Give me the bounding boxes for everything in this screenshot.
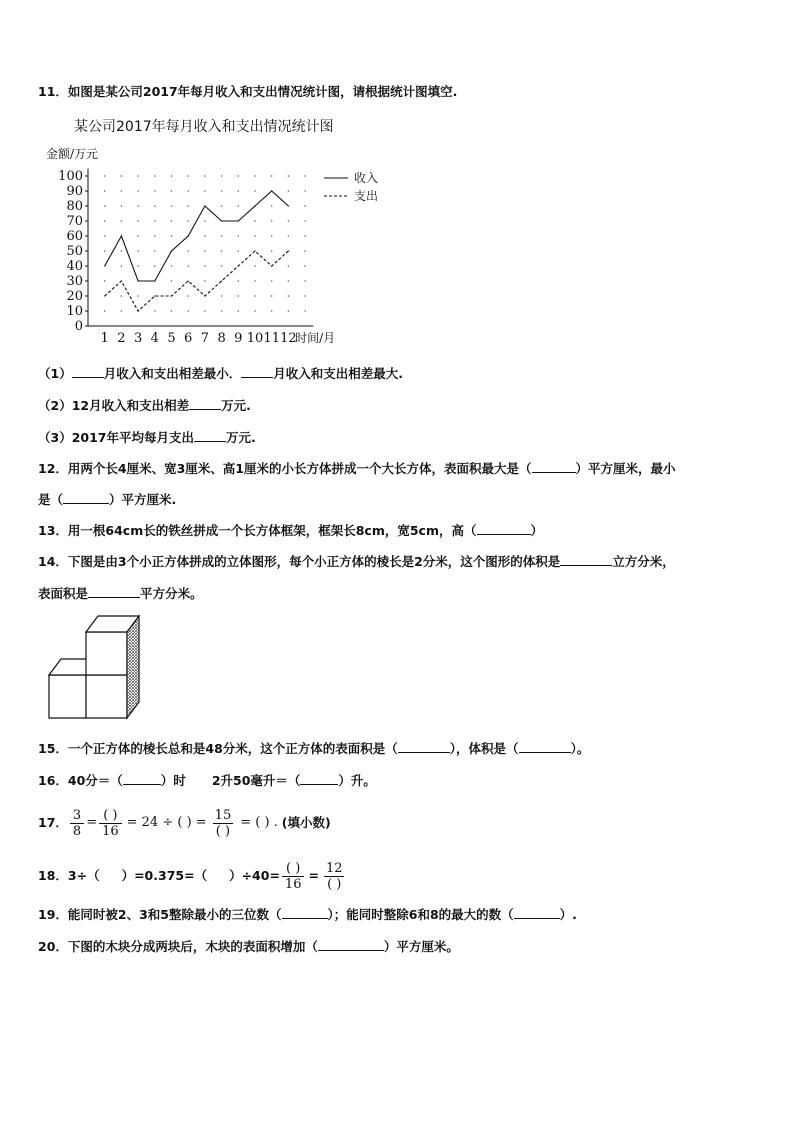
q11-sub2 <box>38 396 251 414</box>
answer-blank[interactable] <box>189 396 221 410</box>
q19-text-c: ）. <box>559 907 577 922</box>
y-tick-label: 50 <box>66 244 83 259</box>
grid-dot <box>304 235 306 237</box>
grid-dot <box>254 220 256 222</box>
cube-front-top <box>86 632 127 675</box>
grid-dot <box>171 310 173 312</box>
grid-dot <box>187 310 189 312</box>
grid-dot <box>221 265 223 267</box>
grid-dot <box>187 175 189 177</box>
fraction-denominator: 8 <box>70 823 84 839</box>
x-tick-label: 9 <box>234 331 243 346</box>
q14-line1 <box>38 552 675 570</box>
grid-dot <box>104 190 106 192</box>
answer-blank[interactable] <box>532 459 576 473</box>
grid-dot <box>204 235 206 237</box>
x-tick-label: 5 <box>167 331 176 346</box>
grid-dot <box>154 175 156 177</box>
grid-dot <box>137 235 139 237</box>
grid-dot <box>137 265 139 267</box>
grid-dot <box>154 235 156 237</box>
grid-dot <box>221 175 223 177</box>
q13-text-b: ） <box>530 523 544 538</box>
q15-text-c: ）。 <box>570 741 590 756</box>
grid-dot <box>271 310 273 312</box>
y-tick-label: 100 <box>58 169 83 184</box>
grid-dot <box>288 220 290 222</box>
fraction-12-blank[interactable] <box>323 861 346 892</box>
grid-dot <box>104 310 106 312</box>
q18-text-b: ）=0.375=（ <box>121 868 208 883</box>
q18-text-a: 18．3÷（ <box>38 868 100 883</box>
grid-dot <box>121 310 123 312</box>
grid-dot <box>121 205 123 207</box>
q20-text-a: 20．下图的木块分成两块后，木块的表面积增加（ <box>38 939 318 954</box>
y-tick-label: 60 <box>66 229 83 244</box>
grid-dot <box>288 280 290 282</box>
cube-right-side-shaded <box>127 616 139 718</box>
answer-blank[interactable] <box>72 364 104 378</box>
grid-dot <box>254 310 256 312</box>
equals-sign: = <box>86 815 98 830</box>
grid-dot <box>204 250 206 252</box>
y-tick-label: 70 <box>66 214 83 229</box>
y-axis-label: 金额/万元 <box>46 147 99 161</box>
answer-blank[interactable] <box>514 905 560 919</box>
grid-dot <box>171 265 173 267</box>
grid-dot <box>254 235 256 237</box>
q11-sub3-end: 万元. <box>226 430 256 445</box>
q13-text-a: 13．用一根64cm长的铁丝拼成一个长方体框架，框架长8cm，宽5cm，高（ <box>38 523 477 538</box>
grid-dot <box>254 280 256 282</box>
answer-blank[interactable] <box>300 771 338 785</box>
chart-title: 某公司2017年每月收入和支出情况统计图 <box>74 119 334 135</box>
grid-dot <box>238 295 240 297</box>
x-axis-label: 时间/月 <box>295 331 336 345</box>
q16-text-b: ）时 <box>160 773 186 788</box>
y-tick-label: 90 <box>66 184 83 199</box>
grid-dot <box>204 190 206 192</box>
grid-dot <box>171 205 173 207</box>
grid-dot <box>171 220 173 222</box>
grid-dot <box>238 190 240 192</box>
q19-line <box>38 905 577 923</box>
grid-dot <box>221 205 223 207</box>
q15-text-a: 15．一个正方体的棱长总和是48分米，这个正方体的表面积是（ <box>38 741 398 756</box>
answer-blank[interactable] <box>560 552 612 566</box>
grid-dot <box>154 190 156 192</box>
q11-sub2-end: 万元. <box>221 398 251 413</box>
answer-blank[interactable] <box>194 428 226 442</box>
q14-text-b: 立方分米， <box>612 554 675 569</box>
answer-blank[interactable] <box>398 739 450 753</box>
grid-dot <box>104 280 106 282</box>
grid-dot <box>154 310 156 312</box>
grid-dot <box>254 175 256 177</box>
y-tick-label: 20 <box>66 289 83 304</box>
answer-blank[interactable] <box>241 364 273 378</box>
answer-blank[interactable] <box>123 771 161 785</box>
x-tick-label: 10 <box>246 331 264 346</box>
grid-dot <box>221 190 223 192</box>
grid-dot <box>238 205 240 207</box>
q17-middle-expression[interactable]: = 24 ÷ ( ) = <box>126 815 207 830</box>
grid-dot <box>238 235 240 237</box>
cube-front-bottom-right <box>86 675 127 718</box>
grid-dot <box>121 220 123 222</box>
grid-dot <box>204 280 206 282</box>
grid-dot <box>271 235 273 237</box>
answer-blank[interactable] <box>477 521 531 535</box>
q20-text-b: ）平方厘米。 <box>383 939 459 954</box>
q11-sub3 <box>38 428 256 446</box>
fraction-blank-16[interactable] <box>99 808 122 839</box>
grid-dot <box>304 190 306 192</box>
grid-dot <box>221 310 223 312</box>
grid-dot <box>288 310 290 312</box>
grid-dot <box>121 190 123 192</box>
grid-dot <box>238 280 240 282</box>
grid-dot <box>271 205 273 207</box>
fraction-15-blank[interactable] <box>212 808 235 839</box>
grid-dot <box>304 295 306 297</box>
x-tick-label: 3 <box>133 331 143 346</box>
grid-dot <box>254 265 256 267</box>
grid-dot <box>187 205 189 207</box>
q16-text-a: 16．40分＝（ <box>38 773 123 788</box>
q17-note: (填小数) <box>281 815 331 830</box>
grid-dot <box>288 265 290 267</box>
series-line-income <box>105 191 289 281</box>
q17-decimal-blank[interactable]: = ( ) . <box>240 815 278 830</box>
q14-text-d: 平方分米。 <box>140 586 203 601</box>
q12-line1 <box>38 459 676 477</box>
q11-sub1-end: 月收入和支出相差最大. <box>273 366 403 381</box>
fraction-denominator: ( ) <box>213 823 233 839</box>
grid-dot <box>204 175 206 177</box>
grid-dot <box>104 250 106 252</box>
fraction-numerator: ( ) <box>103 807 118 823</box>
grid-dot <box>154 220 156 222</box>
x-tick-label: 7 <box>200 331 210 346</box>
q12-text-a: 12．用两个长4厘米、宽3厘米、高1厘米的小长方体拼成一个大长方体，表面积最大是（ <box>38 461 532 476</box>
x-tick-label: 1 <box>100 331 109 346</box>
q17-label: 17． <box>38 815 68 830</box>
grid-dot <box>187 220 189 222</box>
y-tick-label: 10 <box>66 304 83 319</box>
grid-dot <box>187 295 189 297</box>
grid-dot <box>121 295 123 297</box>
grid-dot <box>187 190 189 192</box>
x-tick-label: 11 <box>263 331 280 346</box>
q16-text-d: ）升。 <box>338 773 376 788</box>
grid-dot <box>154 295 156 297</box>
q12-text-d: ）平方厘米. <box>109 492 177 507</box>
grid-dot <box>154 205 156 207</box>
x-tick-label: 4 <box>150 331 159 346</box>
q11-sub1-prefix: （1） <box>38 366 72 381</box>
grid-dot <box>271 220 273 222</box>
q14-text-c: 表面积是 <box>38 586 89 601</box>
grid-dot <box>288 235 290 237</box>
series-line-expense <box>105 251 289 311</box>
grid-dot <box>304 205 306 207</box>
legend-label: 收入 <box>354 171 379 185</box>
q12-line2 <box>38 490 176 508</box>
grid-dot <box>304 310 306 312</box>
grid-dot <box>187 265 189 267</box>
income-expense-line-chart <box>38 140 398 346</box>
q13-line <box>38 521 543 539</box>
fraction-numerator: 12 <box>325 860 343 876</box>
grid-dot <box>254 190 256 192</box>
grid-dot <box>221 295 223 297</box>
grid-dot <box>187 250 189 252</box>
grid-dot <box>137 205 139 207</box>
x-tick-label: 6 <box>184 331 193 346</box>
y-tick-label: 30 <box>66 274 83 289</box>
three-cube-figure <box>45 612 145 722</box>
grid-dot <box>304 175 306 177</box>
fraction-denominator: 16 <box>282 876 305 892</box>
cube-front-bottom-left <box>49 675 86 718</box>
answer-blank[interactable] <box>63 490 109 504</box>
answer-blank[interactable] <box>318 937 384 951</box>
grid-dot <box>288 295 290 297</box>
q12-text-b: ）平方厘米，最小 <box>575 461 676 476</box>
x-tick-label: 12 <box>280 331 297 346</box>
fraction-denominator: 16 <box>99 823 122 839</box>
grid-dot <box>271 175 273 177</box>
grid-dot <box>238 310 240 312</box>
grid-dot <box>221 235 223 237</box>
grid-dot <box>171 190 173 192</box>
q17-line <box>38 803 331 843</box>
cube-lines <box>49 616 139 718</box>
y-tick-label: 40 <box>66 259 83 274</box>
grid-dot <box>137 175 139 177</box>
grid-dot <box>154 250 156 252</box>
q11-sub1-mid: 月收入和支出相差最小． <box>103 366 242 381</box>
grid-dot <box>304 250 306 252</box>
y-tick-label: 80 <box>66 199 83 214</box>
grid-dot <box>271 250 273 252</box>
grid-dot <box>238 250 240 252</box>
q14-line2 <box>38 584 203 602</box>
fraction-denominator: ( ) <box>324 876 344 892</box>
q16-text-c: 2升50毫升＝（ <box>211 773 301 788</box>
grid-dot <box>154 265 156 267</box>
grid-dot <box>288 175 290 177</box>
q19-text-a: 19．能同时被2、3和5整除最小的三位数（ <box>38 907 282 922</box>
q11-sub3-prefix: （3）2017年平均每月支出 <box>38 430 194 445</box>
grid-dot <box>288 190 290 192</box>
grid-dot <box>238 175 240 177</box>
grid-dot <box>137 190 139 192</box>
grid-dot <box>304 265 306 267</box>
grid-dot <box>171 280 173 282</box>
q18-text-c: ）÷40= <box>229 868 280 883</box>
q11-sub2-prefix: （2）12月收入和支出相差 <box>38 398 190 413</box>
q15-text-b: ），体积是（ <box>449 741 519 756</box>
equals-sign: = <box>308 868 319 883</box>
grid-dot <box>137 220 139 222</box>
y-tick-label: 0 <box>74 319 83 334</box>
q11-sub1 <box>38 364 403 382</box>
q18-line <box>38 856 348 896</box>
grid-dot <box>204 265 206 267</box>
q15-line <box>38 739 589 757</box>
grid-dot <box>121 175 123 177</box>
fraction-numerator: 3 <box>72 807 82 823</box>
legend-label: 支出 <box>354 189 379 203</box>
grid-dot <box>104 235 106 237</box>
q16-line <box>38 771 376 789</box>
grid-dot <box>121 265 123 267</box>
q11-text: 11．如图是某公司2017年每月收入和支出情况统计图，请根据统计图填空. <box>38 84 458 99</box>
grid-dot <box>171 175 173 177</box>
q20-line <box>38 937 459 955</box>
grid-dot <box>204 310 206 312</box>
grid-dot <box>204 220 206 222</box>
fraction-numerator: ( ) <box>286 860 301 876</box>
grid-dot <box>304 220 306 222</box>
grid-dot <box>121 250 123 252</box>
grid-dot <box>104 175 106 177</box>
grid-dot <box>254 295 256 297</box>
grid-dot <box>104 205 106 207</box>
fraction-blank-16[interactable] <box>282 861 305 892</box>
x-tick-label: 2 <box>117 331 126 346</box>
grid-dot <box>171 235 173 237</box>
fraction-numerator: 15 <box>214 807 232 823</box>
grid-dot <box>304 280 306 282</box>
answer-blank[interactable] <box>519 739 571 753</box>
grid-dot <box>137 295 139 297</box>
q12-text-c: 是（ <box>38 492 64 507</box>
q19-text-b: ）；能同时整除6和8的最大的数（ <box>327 907 514 922</box>
grid-dot <box>221 250 223 252</box>
x-tick-label: 8 <box>217 331 226 346</box>
answer-blank[interactable] <box>88 584 140 598</box>
grid-dot <box>104 220 106 222</box>
grid-dot <box>271 280 273 282</box>
q14-text-a: 14．下图是由3个小正方体拼成的立体图形，每个小正方体的棱长是2分米，这个图形的体积是 <box>38 554 561 569</box>
grid-dot <box>137 250 139 252</box>
fraction-3-8 <box>70 808 84 839</box>
answer-blank[interactable] <box>282 905 328 919</box>
grid-dot <box>271 295 273 297</box>
